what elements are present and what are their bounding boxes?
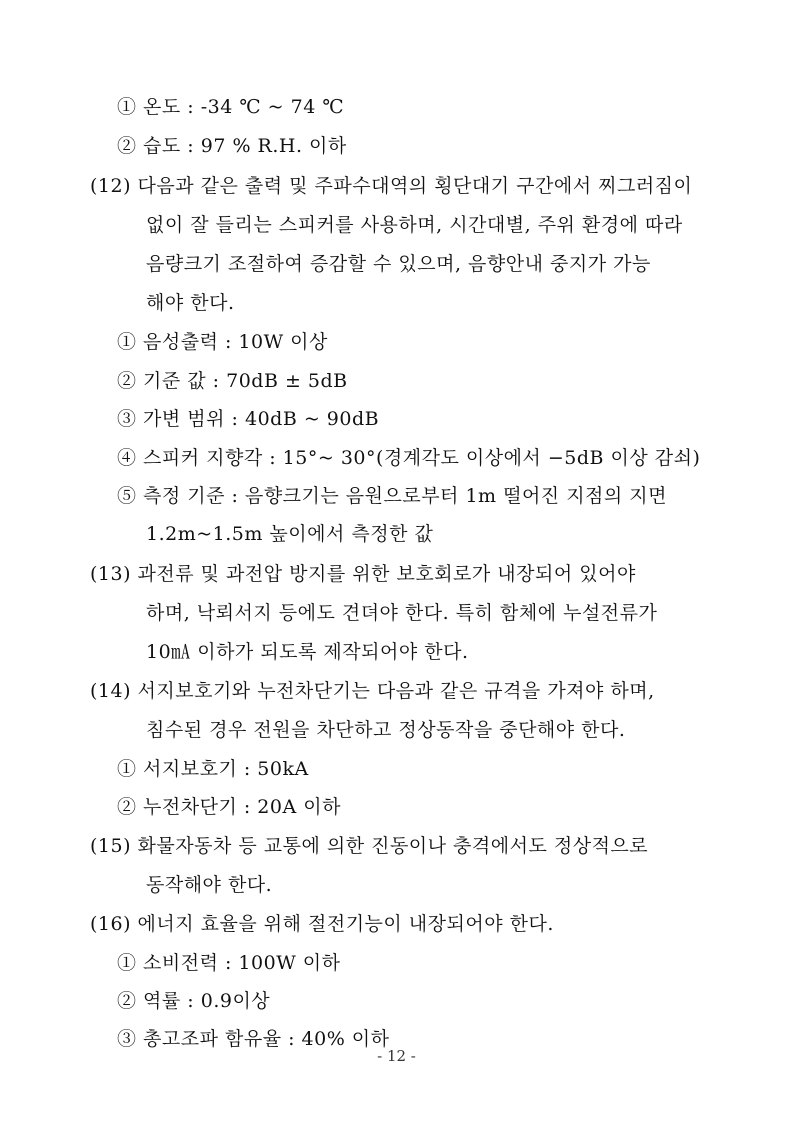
spec-item-power-factor: ② 역률 : 0.9이상 (117, 990, 271, 1012)
section-12-text: 음량크기 조절하여 증감할 수 있으며, 음향안내 중지가 가능 (146, 253, 651, 275)
spec-item-voice-output: ① 음성출력 : 10W 이상 (117, 331, 328, 353)
spec-item-harmonics: ③ 총고조파 함유율 : 40% 이하 (117, 1028, 390, 1050)
spec-item-power-consumption: ① 소비전력 : 100W 이하 (117, 952, 341, 974)
spec-item-speaker-angle: ④ 스피커 지향각 : 15°~ 30°(경계각도 이상에서 −5dB 이상 감쇠) (117, 447, 701, 469)
section-14-text: 침수된 경우 전원을 차단하고 정상동작을 중단해야 한다. (146, 719, 626, 741)
spec-item-temperature: ① 온도 : -34 ℃ ~ 74 ℃ (117, 96, 345, 118)
section-16-heading: (16) 에너지 효율을 위해 절전기능이 내장되어야 한다. (90, 913, 554, 935)
section-14-heading: (14) 서지보호기와 누전차단기는 다음과 같은 규격을 가져야 하며, (90, 680, 655, 702)
spec-item-measurement: ⑤ 측정 기준 : 음향크기는 음원으로부터 1m 떨어진 지점의 지면 (117, 485, 668, 507)
page-number: - 12 - (377, 1047, 416, 1065)
section-13-heading: (13) 과전류 및 과전압 방지를 위한 보호회로가 내장되어 있어야 (90, 563, 636, 585)
section-13-text: 하며, 낙뢰서지 등에도 견뎌야 한다. 특히 함체에 누설전류가 (146, 602, 658, 624)
spec-item-humidity: ② 습도 : 97 % R.H. 이하 (117, 135, 347, 157)
section-13-text: 10㎃ 이하가 되도록 제작되어야 한다. (146, 641, 469, 663)
spec-item-measurement-cont: 1.2m~1.5m 높이에서 측정한 값 (146, 523, 434, 545)
spec-item-surge-protector: ① 서지보호기 : 50kA (117, 758, 309, 780)
section-12-heading: (12) 다음과 같은 출력 및 주파수대역의 횡단대기 구간에서 찌그러짐이 (90, 175, 693, 197)
spec-item-variable-range: ③ 가변 범위 : 40dB ~ 90dB (117, 408, 380, 430)
section-12-text: 해야 한다. (146, 292, 235, 314)
section-15-heading: (15) 화물자동차 등 교통에 의한 진동이나 충격에서도 정상적으로 (90, 835, 649, 857)
section-12-text: 없이 잘 들리는 스피커를 사용하며, 시간대별, 주위 환경에 따라 (146, 214, 683, 236)
spec-item-breaker: ② 누전차단기 : 20A 이하 (117, 796, 341, 818)
section-15-text: 동작해야 한다. (146, 874, 273, 896)
spec-item-reference-value: ② 기준 값 : 70dB ± 5dB (117, 370, 348, 392)
